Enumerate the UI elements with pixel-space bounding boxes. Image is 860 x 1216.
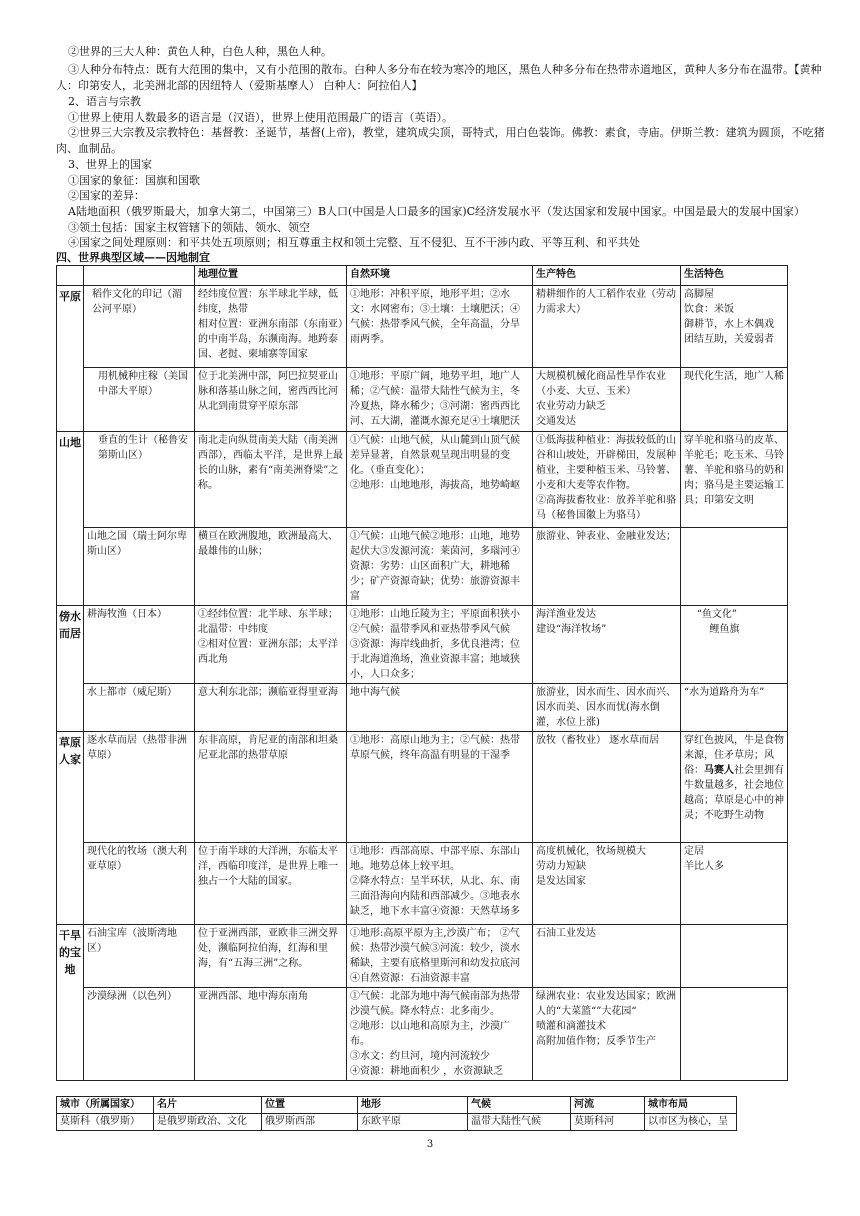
table-row: [57, 432, 788, 528]
countries-heading: 3、世界上的国家: [68, 158, 152, 171]
city-table: [56, 1096, 737, 1131]
city-cell: 以市区为核心，呈: [645, 1114, 737, 1131]
row-name: 水上都市（威尼斯）: [84, 684, 195, 732]
row-life: [681, 925, 788, 988]
row-life: 高脚屋 饮食：米饭 御耕节，水上木偶戏 团结互助，关爱弱者: [681, 286, 788, 368]
row-location: 亚洲西部、地中海东南角: [195, 988, 347, 1081]
row-production: 旅游业，因水而生、因水而兴、因水而美、因水而忧(海水倒灌，水位上涨): [533, 684, 681, 732]
city-cell: 俄罗斯西部: [262, 1114, 358, 1131]
row-production: 高度机械化，牧场规模大 劳动力短缺 是发达国家: [533, 843, 681, 925]
city-header: 河流: [571, 1097, 645, 1114]
race-types-line: ②世界的三大人种：黄色人种，白色人种，黑色人种。: [68, 45, 332, 58]
header-environment: 自然环境: [347, 266, 533, 286]
region-waterside: 傍水而居: [57, 606, 84, 732]
row-location: 意大利东北部；濒临亚得里亚海: [195, 684, 347, 732]
table-header-row: [57, 266, 788, 286]
row-production: 大规模机械化商品性旱作农业（小麦、大豆、玉米） 农业劳动力缺乏 交通发达: [533, 368, 681, 432]
page-number: 3: [426, 1139, 434, 1150]
row-environment: 地中海气候: [347, 684, 533, 732]
city-header: 位置: [262, 1097, 358, 1114]
principles-line: ④国家之间处理原则：和平共处五项原则；相互尊重主权和领土完整、互不侵犯、互不干涉内政、平等互利、和平共处: [68, 236, 640, 249]
header-empty-cell: [84, 266, 195, 286]
row-environment: ①地形:高原平原为主,沙漠广布； ②气候：热带沙漠气候③河流：较少，淡水稀缺，主要有底格里斯河和幼发拉底河④自然资源：石油资源丰富: [347, 925, 533, 988]
city-cell: 温带大陆性气候: [468, 1114, 571, 1131]
city-cell: 莫斯科（俄罗斯）: [57, 1114, 154, 1131]
row-life: [681, 988, 788, 1081]
city-cell: 莫斯科河: [571, 1114, 645, 1131]
country-difference-line: ②国家的差异：: [68, 189, 145, 202]
row-name: 现代化的牧场（澳大利亚草原）: [84, 843, 195, 925]
table-row: [57, 925, 788, 988]
row-environment: ①地形：高原山地为主；②气候：热带草原气候，终年高温有明显的干湿季: [347, 732, 533, 843]
row-location: 经纬度位置：东半球北半球，低纬度，热带 相对位置：亚洲东南部（东南亚）的中南半岛，东濒南海。地跨泰国、老挝、柬埔寨等国家: [195, 286, 347, 368]
region-grassland: 草原人家: [57, 732, 84, 925]
region-mountains: 山地: [57, 432, 84, 606]
territory-line: ③领土包括：国家主权管辖下的领陆、领水、领空: [68, 221, 310, 234]
row-location: 东非高原，肯尼亚的南部和坦桑尼亚北部的热带草原: [195, 732, 347, 843]
row-environment: ①气候：山地气候②地形：山地，地势起伏大③发源河流：莱茵河，多瑙河④资源：劣势：山区面积广大，耕地稀少；矿产资源奇缺；优势：旅游资源丰富: [347, 528, 533, 606]
language-religion-heading: 2、语言与宗教: [68, 95, 141, 108]
city-row: [57, 1114, 737, 1131]
city-header-row: [57, 1097, 737, 1114]
table-row: [57, 528, 788, 606]
row-life: [681, 528, 788, 606]
header-production: 生产特色: [533, 266, 681, 286]
row-life: “鱼文化” 鲤鱼旗: [681, 606, 788, 684]
row-environment: ①气候：北部为地中海气候南部为热带沙漠气候。降水特点：北多南少。 ②地形：以山地和高原为主，沙漠广布。 ③水文：约旦河，境内河流较少 ④资源：耕地面积少 ，水资源缺乏: [347, 988, 533, 1081]
row-production: 石油工业发达: [533, 925, 681, 988]
religion-continued: 肉、血制品。: [56, 142, 122, 155]
section-title: 四、世界典型区域——因地制宜: [56, 251, 210, 264]
header-life: 生活特色: [681, 266, 788, 286]
religion-line: ②世界三大宗教及宗教特色：基督教：圣诞节，基督(上帝)，教堂，建筑成尖顶，哥特式，用白色装饰。佛教：素食，寺庙。伊斯兰教：建筑为圆顶，不吃猪: [68, 126, 825, 139]
city-cell: 东欧平原: [358, 1114, 468, 1131]
life-text-b: 社会里拥有牛数量越多，社会地位越高；草原是心中的神灵；不吃野生动物: [684, 765, 784, 821]
city-header: 城市布局: [645, 1097, 737, 1114]
row-name: 石油宝库（波斯湾地区）: [84, 925, 195, 988]
header-location: 地理位置: [195, 266, 347, 286]
region-plains: 平原: [57, 286, 84, 432]
row-production: 海洋渔业发达 建设“海洋牧场”: [533, 606, 681, 684]
table-row: [57, 606, 788, 684]
table-row: [57, 684, 788, 732]
city-header: 地形: [358, 1097, 468, 1114]
country-symbol-line: ①国家的象征：国旗和国歌: [68, 174, 200, 187]
row-name: 稻作文化的印记（湄公河平原）: [84, 286, 195, 368]
row-location: 位于亚洲西部，亚欧非三洲交界处，濒临阿拉伯海，红海和里海，有“五海三洲”之称。: [195, 925, 347, 988]
row-location: ①经纬位置：北半球、东半球；北温带：中纬度 ②相对位置：亚洲东部；太平洋西北角: [195, 606, 347, 684]
row-production: 旅游业、钟表业、金融业发达；: [533, 528, 681, 606]
city-cell: 是俄罗斯政治、文化: [154, 1114, 262, 1131]
row-location: 南北走向纵贯南美大陆（南美洲西部），西临太平洋，是世界上最长的山脉，素有“南美洲脊梁”之称。: [195, 432, 347, 528]
row-environment: ①地形：山地丘陵为主；平原面积狭小 ②气候：温带季风和亚热带季风气候 ③资源：海岸线曲折，多优良港湾；位于北海道渔场，渔业资源丰富；地域狭小，人口众多；: [347, 606, 533, 684]
row-name: 垂直的生计（秘鲁安第斯山区）: [84, 432, 195, 528]
table-row: [57, 988, 788, 1081]
row-production: 精耕细作的人工稻作农业（劳动力需求大）: [533, 286, 681, 368]
life-text-a: 穿红色披风，牛是食物来源，住矛草房；风俗：: [684, 735, 784, 776]
row-name: 用机械种庄稼（美国中部大平原）: [84, 368, 195, 432]
table-row: [57, 286, 788, 368]
city-header: 名片: [154, 1097, 262, 1114]
regions-table: [56, 265, 788, 1081]
country-difference-detail: A陆地面积（俄罗斯最大，加拿大第二，中国第三）B人口(中国是人口最多的国家)C经济发展水平（发达国家和发展中国家。中国是最大的发展中国家）: [68, 205, 806, 218]
row-environment: ①地形：平原广阔，地势平坦，地广人稀；②气候：温带大陆性气候为主，冬冷夏热，降水稀少；③河湖：密西西比河、五大湖，灌溉水源充足④土壤肥沃: [347, 368, 533, 432]
race-distribution-continued: 人：印第安人，北美洲北部的因纽特人（爱斯基摩人） 白种人：阿拉伯人】: [56, 79, 423, 92]
language-line: ①世界上使用人数最多的语言是（汉语），世界上使用范围最广的语言（英语）。: [68, 111, 453, 124]
row-location: 横亘在欧洲腹地，欧洲最高大、最雄伟的山脉；: [195, 528, 347, 606]
row-production: 绿洲农业：农业发达国家；欧洲人的“大菜篮“”大花园“ 喷灌和滴灌技术 高附加值作物；反季节生产: [533, 988, 681, 1081]
row-production: ①低海拔种植业：海拔较低的山谷和山坡处，开辟梯田，发展种植业，主要种植玉米、马铃薯、小麦和大麦等农作物。 ②高海拔畜牧业：放养羊驼和骆马（秘鲁国徽上为骆马）: [533, 432, 681, 528]
row-environment: ①地形：西部高原、中部平原、东部山地。地势总体上较平坦。 ②降水特点：呈半环状，从北、东、南三面沿海向内陆和西部减少。③地表水缺乏，地下水丰富④资源：天然草场多: [347, 843, 533, 925]
row-life: “水为道路舟为车”: [681, 684, 788, 732]
table-row: [57, 732, 788, 843]
row-location: 位于南半球的大洋洲，东临太平洋，西临印度洋，是世界上唯一独占一个大陆的国家。: [195, 843, 347, 925]
row-name: 沙漠绿洲（以色列）: [84, 988, 195, 1081]
city-header: 气候: [468, 1097, 571, 1114]
row-location: 位于北美洲中部，阿巴拉契亚山脉和落基山脉之间，密西西比河从北到南贯穿平原东部: [195, 368, 347, 432]
table-row: [57, 843, 788, 925]
region-arid: 干旱的宝地: [57, 925, 84, 1081]
row-life: 定居 羊比人多: [681, 843, 788, 925]
row-life: [681, 732, 788, 843]
row-production: 放牧（畜牧业） 逐水草而居: [533, 732, 681, 843]
row-life: 现代化生活，地广人稀: [681, 368, 788, 432]
city-header: 城市（所属国家）: [57, 1097, 154, 1114]
header-empty-cell: [57, 266, 84, 286]
row-name: 耕海牧渔（日本）: [84, 606, 195, 684]
row-name: 逐水草而居（热带非洲草原）: [84, 732, 195, 843]
row-name: 山地之国（瑞士阿尔卑斯山区）: [84, 528, 195, 606]
row-life: 穿羊驼和骆马的皮革、羊驼毛；吃玉米、马铃薯、羊驼和骆马的奶和肉；骆马是主要运输工具；印第安文明: [681, 432, 788, 528]
row-environment: ①地形：冲积平原，地形平坦；②水文：水网密布；③土壤：土壤肥沃；④气候：热带季风气候，全年高温，分旱雨两季。: [347, 286, 533, 368]
row-environment: ①气候：山地气候，从山麓到山顶气候差异显著，自然景观呈现出明显的变化。（垂直变化）； ②地形：山地地形，海拔高，地势崎岖: [347, 432, 533, 528]
life-text-bold: 马赛人: [704, 765, 734, 776]
race-distribution-line: ③人种分布特点：既有大范围的集中，又有小范围的散布。白种人多分布在较为寒冷的地区，黑色人种多分布在热带赤道地区，黄种人多分布在温带。【黄种: [68, 63, 822, 76]
table-row: [57, 368, 788, 432]
